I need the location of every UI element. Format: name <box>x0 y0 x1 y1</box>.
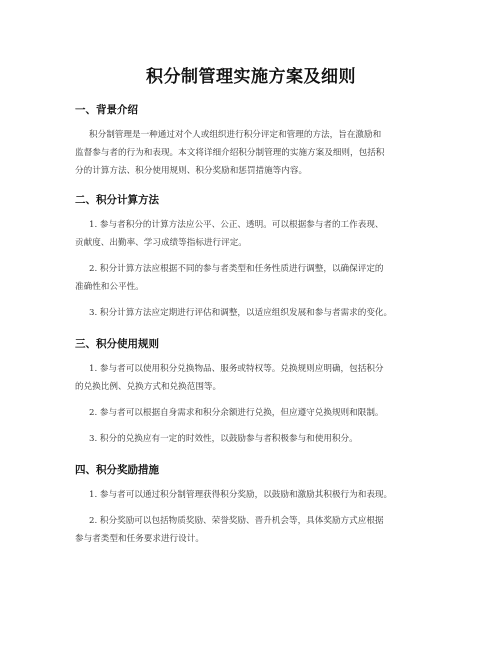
paragraph-line: 1. 参与者可以通过积分制管理获得积分奖励，以鼓励和激励其积极行为和表现。 <box>89 490 393 500</box>
section-heading-rewards: 四、积分奖励措施 <box>75 464 159 476</box>
paragraph-line: 3. 积分的兑换应有一定的时效性，以鼓励参与者积极参与和使用积分。 <box>89 434 358 444</box>
paragraph-line: 的兑换比例、兑换方式和兑换范围等。 <box>75 382 222 392</box>
paragraph-line: 分的计算方法、积分使用规则、积分奖励和惩罚措施等内容。 <box>75 166 308 176</box>
section-heading-usage-rules: 三、积分使用规则 <box>75 338 159 350</box>
paragraph-line: 1. 参与者积分的计算方法应公平、公正、透明。可以根据参与者的工作表现、 <box>89 220 384 230</box>
paragraph-line: 2. 参与者可以根据自身需求和积分余额进行兑换，但应遵守兑换规则和限制。 <box>89 408 384 418</box>
paragraph-line: 1. 参与者可以使用积分兑换物品、服务或特权等。兑换规则应明确，包括积分 <box>89 364 384 374</box>
paragraph-line: 贡献度、出勤率、学习成绩等指标进行评定。 <box>75 238 247 248</box>
paragraph-line: 2. 积分奖励可以包括物质奖励、荣誉奖励、晋升机会等，具体奖励方式应根据 <box>89 516 384 526</box>
document-title: 积分制管理实施方案及细则 <box>146 67 356 87</box>
paragraph-line: 积分制管理是一种通过对个人或组织进行积分评定和管理的方法，旨在激励和 <box>89 130 382 140</box>
paragraph-line: 3. 积分计算方法应定期进行评估和调整，以适应组织发展和参与者需求的变化。 <box>89 308 393 318</box>
paragraph-line: 参与者类型和任务要求进行设计。 <box>75 534 204 544</box>
paragraph-line: 2. 积分计算方法应根据不同的参与者类型和任务性质进行调整，以确保评定的 <box>89 264 384 274</box>
section-heading-calculation: 二、积分计算方法 <box>75 194 159 206</box>
paragraph-line: 监督参与者的行为和表现。本文将详细介绍积分制管理的实施方案及细则，包括积 <box>75 148 385 158</box>
section-heading-background: 一、背景介绍 <box>75 104 138 116</box>
paragraph-line: 准确性和公平性。 <box>75 282 144 292</box>
